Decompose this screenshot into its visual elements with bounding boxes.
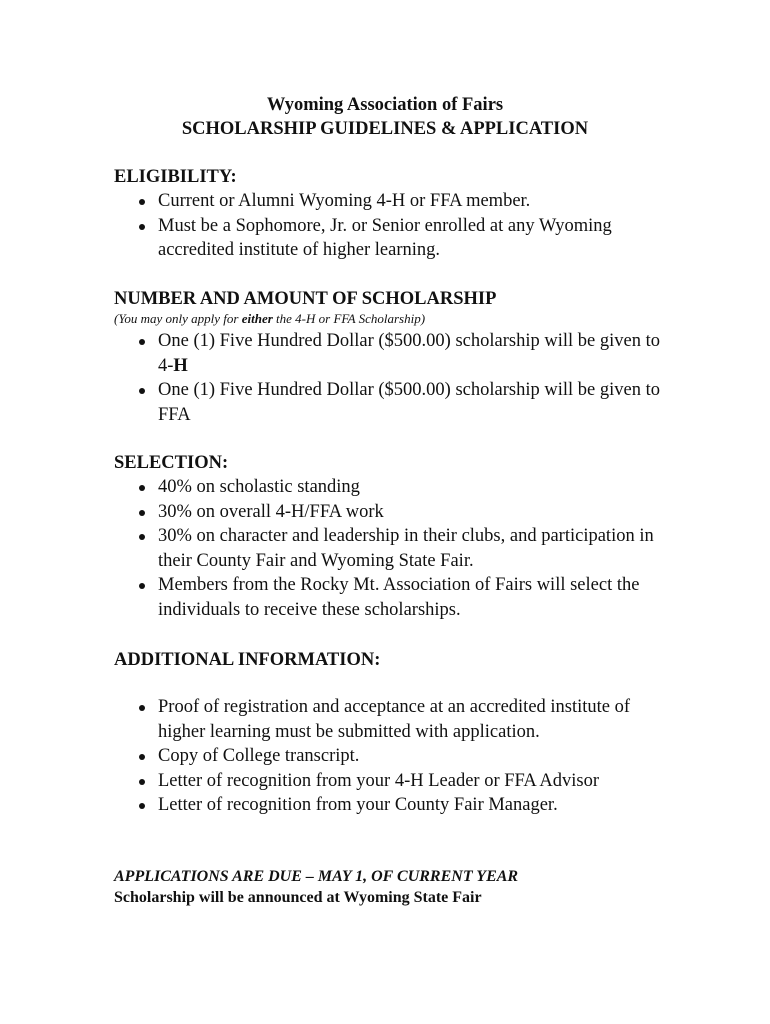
list-item <box>114 329 674 378</box>
amount-note <box>114 311 674 327</box>
list-item: Proof of registration and acceptance at an accredited institute of higher learning must be submitted with application. <box>114 695 674 744</box>
document-title: Wyoming Association of Fairs <box>266 95 504 115</box>
additional-section <box>114 648 674 818</box>
note-suffix: the 4-H or FFA Scholarship) <box>272 311 426 326</box>
list-item: Current or Alumni Wyoming 4-H or FFA member. <box>114 189 674 214</box>
footer-section <box>114 866 674 908</box>
selection-section <box>114 451 674 623</box>
list-item: Letter of recognition from your County Fair Manager. <box>114 793 674 818</box>
list-item: One (1) Five Hundred Dollar ($500.00) scholarship will be given to FFA <box>114 378 674 427</box>
selection-list <box>114 475 674 623</box>
list-item: 30% on overall 4-H/FFA work <box>114 500 674 525</box>
note-emphasis: either <box>241 311 273 326</box>
list-item: 40% on scholastic standing <box>114 475 674 500</box>
list-item: 30% on character and leadership in their clubs, and participation in their County Fair and Wyoming State Fair. <box>114 524 674 573</box>
announcement-notice: Scholarship will be announced at Wyoming State Fair <box>114 889 482 906</box>
document-subtitle: SCHOLARSHIP GUIDELINES & APPLICATION <box>181 119 589 139</box>
item-text: One (1) Five Hundred Dollar ($500.00) scholarship will be given to 4- <box>158 331 660 376</box>
amount-section <box>114 287 674 427</box>
additional-heading: ADDITIONAL INFORMATION: <box>114 650 381 670</box>
due-date-notice: APPLICATIONS ARE DUE – MAY 1, OF CURRENT YEAR <box>114 868 519 885</box>
amount-heading: NUMBER AND AMOUNT OF SCHOLARSHIP <box>114 289 497 309</box>
eligibility-section <box>114 165 674 263</box>
document-header <box>0 93 770 141</box>
selection-heading: SELECTION: <box>114 453 229 473</box>
item-bold: H <box>173 355 188 376</box>
eligibility-heading: ELIGIBILITY: <box>114 167 237 187</box>
list-item: Members from the Rocky Mt. Association of Fairs will select the individuals to receive these scholarships. <box>114 573 674 622</box>
list-item: Must be a Sophomore, Jr. or Senior enrolled at any Wyoming accredited institute of higher learning. <box>114 214 674 263</box>
additional-list <box>114 695 674 818</box>
amount-list <box>114 329 674 427</box>
eligibility-list <box>114 189 674 263</box>
list-item: Copy of College transcript. <box>114 744 674 769</box>
list-item: Letter of recognition from your 4-H Leader or FFA Advisor <box>114 769 674 794</box>
note-prefix: (You may only apply for <box>114 311 242 326</box>
